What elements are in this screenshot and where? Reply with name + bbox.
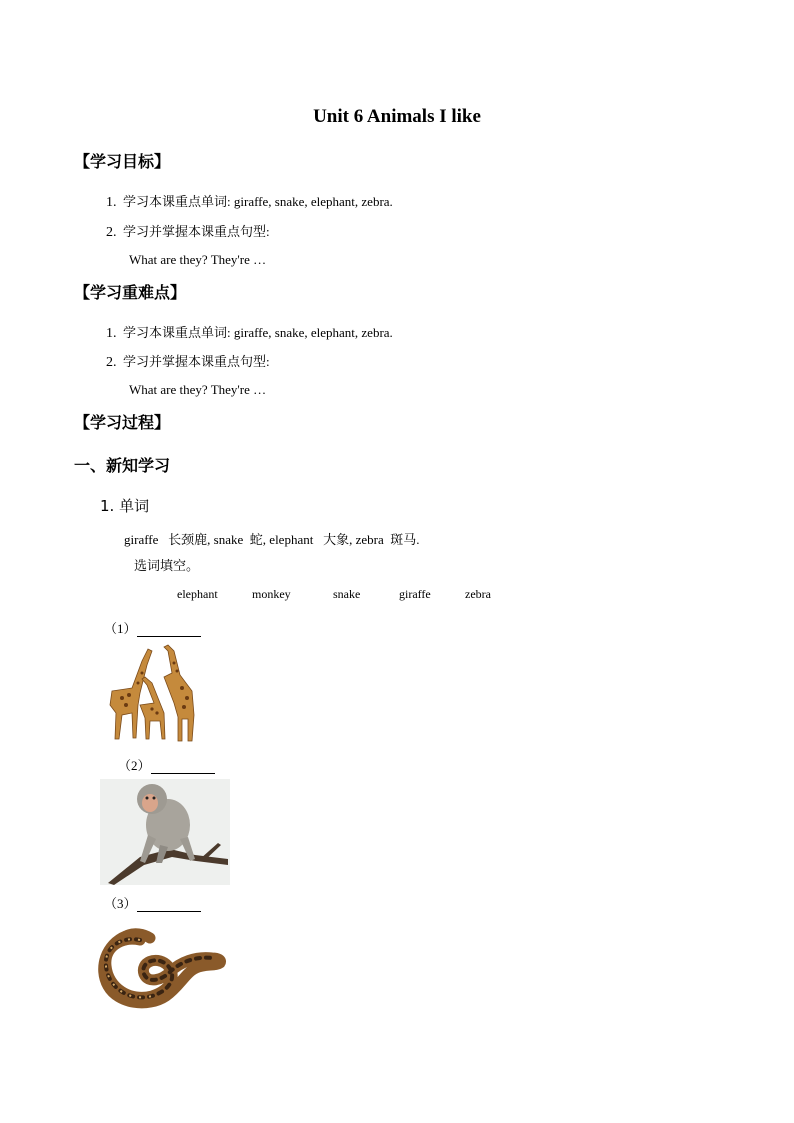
answer-blank[interactable] [151,761,215,774]
item-number: 1. [106,195,117,210]
question-label: （2） [118,758,151,773]
answer-blank[interactable] [137,899,201,912]
words-heading: 1. 单词 [100,497,150,515]
goals-heading: 【学习目标】 [74,152,171,171]
item-text-en: : giraffe, snake, elephant, zebra. [227,325,393,340]
option-word: zebra [465,587,491,601]
goals-sentence: What are they? They're … [129,252,267,267]
item-number: 2. [106,355,117,370]
vocab-end: . [416,532,420,547]
item-text-en: : [266,354,270,369]
vocab-en: giraffe [124,532,159,547]
goals-item-2 [106,221,270,241]
question-3 [104,893,201,912]
keypoints-item-1 [106,322,393,342]
question-label: （3） [104,896,137,911]
item-text-en: : [266,224,270,239]
monkey-picture [100,779,230,885]
vocab-en: , snake [207,532,244,547]
keypoints-sentence: What are they? They're … [129,382,267,397]
vocab-en: , elephant [262,532,314,547]
giraffe-picture [102,643,202,745]
item-number: 2. [106,225,117,240]
option-word: elephant [177,587,218,601]
question-1 [104,618,201,637]
keypoints-item-2 [106,351,270,371]
vocab-line [124,529,420,548]
snake-picture [100,930,224,1006]
item-text-cn: 学习本课重点单词 [123,326,228,341]
process-heading: 【学习过程】 [74,413,171,432]
option-word: monkey [252,587,291,601]
answer-blank[interactable] [137,624,201,637]
new-learning-heading: 一、新知学习 [74,456,171,475]
question-2 [118,755,215,774]
goals-item-1 [106,191,393,211]
item-text-cn: 学习并掌握本课重点句型 [123,355,267,370]
item-number: 1. [106,326,117,341]
item-text-cn: 学习本课重点单词 [123,195,228,210]
page-title: Unit 6 Animals I like [313,106,481,127]
question-label: （1） [104,621,137,636]
instruction: 选词填空。 [134,559,200,574]
vocab-cn: 大象 [323,533,350,548]
vocab-en: , zebra [349,532,384,547]
option-word: giraffe [399,587,431,601]
keypoints-heading: 【学习重难点】 [74,283,187,302]
option-word: snake [333,587,361,601]
item-text-cn: 学习并掌握本课重点句型 [123,225,267,240]
vocab-cn: 斑马 [390,533,417,548]
vocab-cn: 长颈鹿 [168,533,208,548]
vocab-cn: 蛇 [249,533,263,548]
item-text-en: : giraffe, snake, elephant, zebra. [227,194,393,209]
